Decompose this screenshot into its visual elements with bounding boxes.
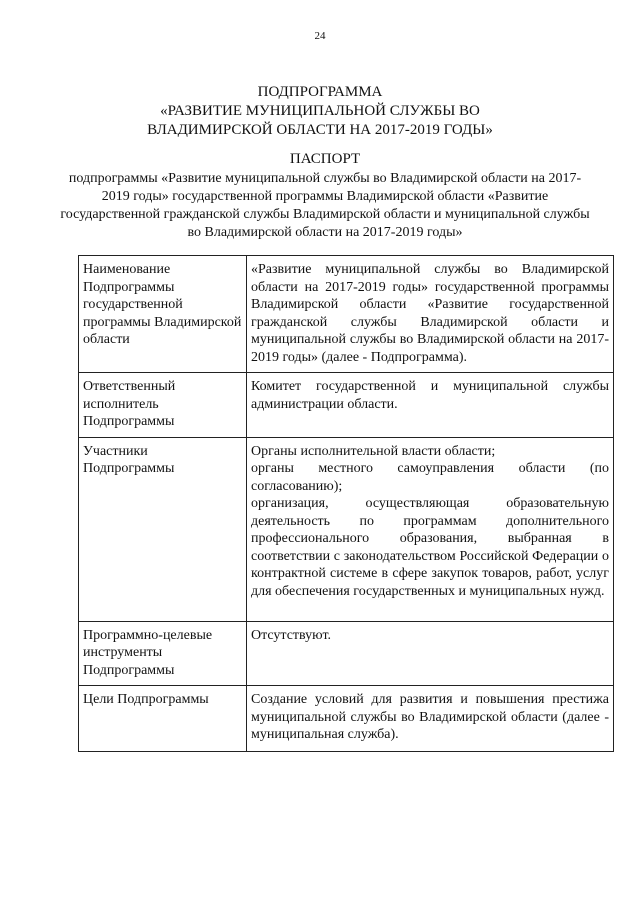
row-label: Участники Подпрограммы	[79, 437, 247, 621]
row-label: Ответственный исполнитель Подпрограммы	[79, 373, 247, 438]
passport-header	[60, 150, 590, 242]
table-row	[79, 686, 614, 752]
title-line-3: ВЛАДИМИРСКОЙ ОБЛАСТИ НА 2017-2019 ГОДЫ»	[147, 122, 493, 138]
title-line-1: ПОДПРОГРАММА	[257, 84, 383, 100]
passport-subtitle: подпрограммы «Развитие муниципальной службы во Владимирской области на 2017-2019 годы» государственной программы Владимирской области «Развитие государственной гражданской службы Владимирской области и муниципальной службы во Владимирской области на 2017-2019 годы»	[60, 171, 590, 240]
table-row	[79, 373, 614, 438]
row-label: Программно-целевые инструменты Подпрограммы	[79, 621, 247, 686]
participant-line: организация, осуществляющая образовательную деятельность по программам дополнительного профессионального образования, выбранная в соответствии с законодательством Российской Федерации о контрактной системе в сфере закупок товаров, работ, услуг для обеспечения государственных и муниципальных нужд.	[251, 496, 609, 599]
row-value: «Развитие муниципальной службы во Владимирской области на 2017-2019 годы» государственной программы Владимирской области «Развитие государственной гражданской службы Владимирской области и муниципальной службы во Владимирской области на 2017-2019 годы» (далее - Подпрограмма).	[247, 256, 614, 373]
title-line-2: «РАЗВИТИЕ МУНИЦИПАЛЬНОЙ СЛУЖБЫ ВО	[160, 103, 480, 119]
row-value: Отсутствуют.	[247, 621, 614, 686]
participant-line: Органы исполнительной власти области;	[251, 443, 496, 459]
page-number: 24	[314, 30, 326, 42]
subprogram-title	[60, 83, 580, 140]
row-label: Цели Подпрограммы	[79, 686, 247, 752]
row-value: Создание условий для развития и повышения престижа муниципальной службы во Владимирской области (далее - муниципальная служба).	[247, 686, 614, 752]
row-label: Наименование Подпрограммы государственной программы Владимирской области	[79, 256, 247, 373]
table-row	[79, 621, 614, 686]
participant-line: органы местного самоуправления области (по согласованию);	[251, 461, 609, 494]
row-value	[247, 437, 614, 621]
table-row	[79, 437, 614, 621]
table-row	[79, 256, 614, 373]
passport-heading: ПАСПОРТ	[289, 151, 361, 167]
row-value: Комитет государственной и муниципальной службы администрации области.	[247, 373, 614, 438]
passport-table	[78, 255, 614, 752]
